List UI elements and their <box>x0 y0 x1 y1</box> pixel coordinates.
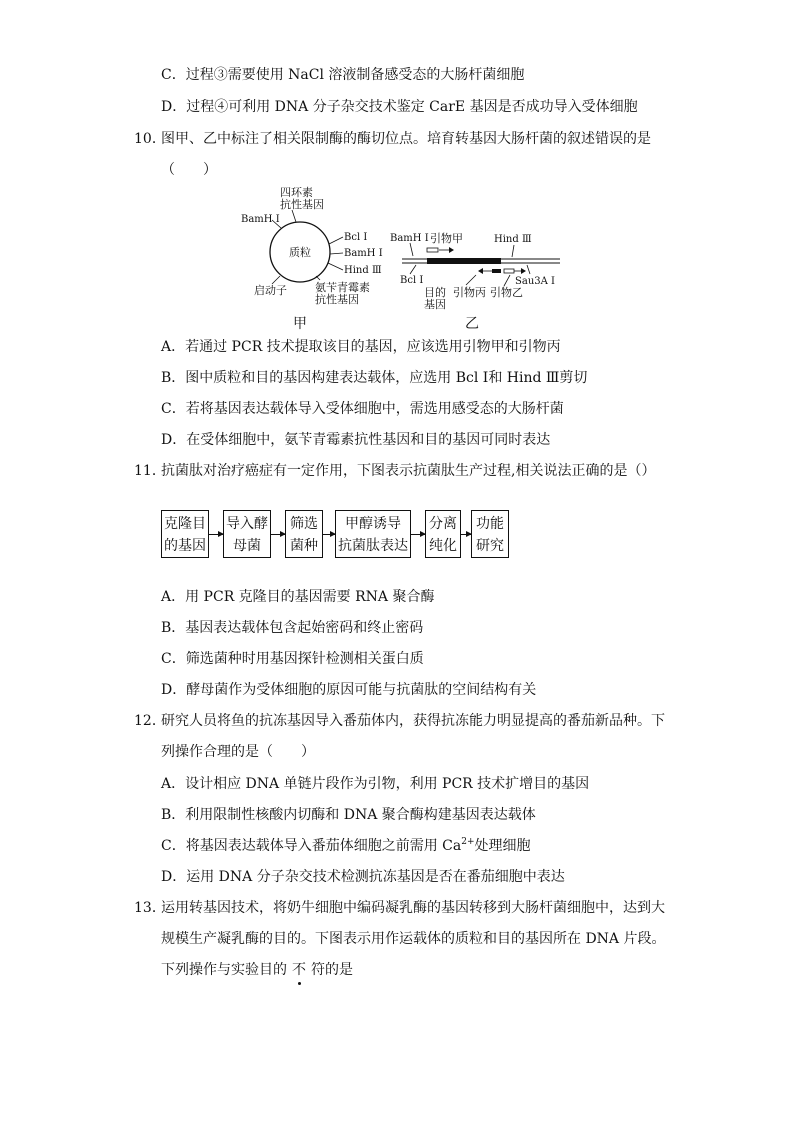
flow-step-study: 功能 研究 <box>471 510 509 558</box>
q13-stem-line1: 运用转基因技术，将奶牛细胞中编码凝乳酶的基因转移到大肠杆菌细胞中，达到大 <box>161 900 665 916</box>
plasmid-diagram <box>241 185 383 332</box>
q10-option-c: C．若将基因表达载体导入受体细胞中，需选用感受态的大肠杆菌 <box>161 401 564 417</box>
dna-fragment-diagram <box>390 231 560 332</box>
q12-option-c-text: C．将基因表达载体导入番茄体细胞之前需用 Ca <box>161 838 462 854</box>
q10-figure <box>230 182 570 334</box>
hind3-label: Hind Ⅲ <box>344 265 382 276</box>
q13-emphasis-not: 不 <box>292 962 306 978</box>
q13-stem-line3 <box>161 960 353 980</box>
q10-stem: 图甲、乙中标注了相关限制酶的酶切位点。培育转基因大肠杆菌的叙述错误的是 <box>161 131 651 147</box>
bamh1-right-label: BamH I <box>344 248 383 259</box>
primer-a <box>427 248 438 252</box>
primer-c <box>492 269 501 273</box>
q11-number: 11． <box>134 463 166 479</box>
q12-option-c <box>161 836 531 856</box>
target-gene-label-2: 基因 <box>424 298 446 311</box>
yi-hind3-label: Hind Ⅲ <box>494 234 532 245</box>
q12-option-c-tail: 处理细胞 <box>474 838 531 854</box>
promoter-label: 启动子 <box>254 284 287 297</box>
plasmid-center-label: 质粒 <box>289 246 311 259</box>
sau3a-label: Sau3A I <box>515 276 555 287</box>
flow-step-yeast: 导入酵 母菌 <box>223 510 271 558</box>
q11-option-b: B．基因表达载体包含起始密码和终止密码 <box>161 620 424 636</box>
flow-arrow <box>323 534 335 535</box>
flow-arrow <box>461 534 471 535</box>
bcl1-label: Bcl I <box>344 232 368 243</box>
tet-label-1: 四环素 <box>280 186 313 199</box>
q13-stem-line2: 规模生产凝乳酶的目的。下图表示用作运载体的质粒和目的基因所在 DNA 片段。 <box>161 931 666 947</box>
primer-c-label: 引物丙 <box>453 286 486 299</box>
q11-stem: 抗菌肽对治疗癌症有一定作用，下图表示抗菌肽生产过程,相关说法正确的是（） <box>161 463 656 479</box>
flow-step-purify: 分离 纯化 <box>425 510 461 558</box>
q12-stem-line1: 研究人员将鱼的抗冻基因导入番茄体内，获得抗冻能力明显提高的番茄新品种。下 <box>161 713 665 729</box>
q13-stem-line3-text: 下列操作与实验目的 <box>161 962 287 978</box>
primer-a-label: 引物甲 <box>430 232 463 245</box>
primer-b-label: 引物乙 <box>490 286 523 299</box>
q11-flowchart <box>161 510 509 560</box>
q10-option-b: B．图中质粒和目的基因构建表达载体，应选用 Bcl Ⅰ和 Hind Ⅲ剪切 <box>161 370 588 386</box>
q11-option-d: D．酵母菌作为受体细胞的原因可能与抗菌肽的空间结构有关 <box>161 682 537 698</box>
yi-bcl1-label: Bcl I <box>400 275 424 286</box>
flow-step-screen: 筛选 菌种 <box>285 510 323 558</box>
tet-label-2: 抗性基因 <box>280 198 324 211</box>
calcium-charge: 2+ <box>461 837 475 847</box>
q10-option-d: D．在受体细胞中，氨苄青霉素抗性基因和目的基因可同时表达 <box>161 432 551 448</box>
q11-option-a: A．用 PCR 克隆目的基因需要 RNA 聚合酶 <box>161 589 435 605</box>
q12-stem-line2: 列操作合理的是（ ） <box>161 744 315 760</box>
q12-option-a: A．设计相应 DNA 单链片段作为引物，利用 PCR 技术扩增目的基因 <box>161 776 590 792</box>
flow-arrow <box>411 534 425 535</box>
q13-number: 13． <box>134 900 166 916</box>
q13-stem-line3-tail: 符的是 <box>311 962 353 978</box>
primer-b <box>504 269 514 273</box>
q10-option-a: A．若通过 PCR 技术提取该目的基因，应该选用引物甲和引物丙 <box>161 339 561 355</box>
flow-arrow <box>271 534 285 535</box>
yi-bamh1-label: BamH I <box>390 233 429 244</box>
q12-option-b: B．利用限制性核酸内切酶和 DNA 聚合酶构建基因表达载体 <box>161 807 536 823</box>
q10-answer-blank: （ ） <box>161 162 217 178</box>
flow-step-induce: 甲醇诱导 抗菌肽表达 <box>335 510 411 558</box>
target-gene-label-1: 目的 <box>424 286 446 299</box>
flow-arrow <box>209 534 223 535</box>
amp-label-1: 氨苄青霉素 <box>315 281 370 294</box>
q9-option-d: D．过程④可利用 DNA 分子杂交技术鉴定 CarE 基因是否成功导入受体细胞 <box>161 99 638 115</box>
q12-number: 12． <box>134 713 166 729</box>
target-gene-bar <box>427 258 501 264</box>
flow-step-clone: 克隆目 的基因 <box>161 510 209 558</box>
q10-number: 10． <box>134 131 166 147</box>
q9-option-c: C．过程③需要使用 NaCl 溶液制备感受态的大肠杆菌细胞 <box>161 67 525 83</box>
q12-option-d: D．运用 DNA 分子杂交技术检测抗冻基因是否在番茄细胞中表达 <box>161 869 565 885</box>
figure-yi-caption: 乙 <box>465 316 479 332</box>
bamh1-left-label: BamH I <box>241 214 280 225</box>
q11-option-c: C．筛选菌种时用基因探针检测相关蛋白质 <box>161 651 424 667</box>
figure-jia-caption: 甲 <box>293 316 307 332</box>
amp-label-2: 抗性基因 <box>315 293 359 306</box>
